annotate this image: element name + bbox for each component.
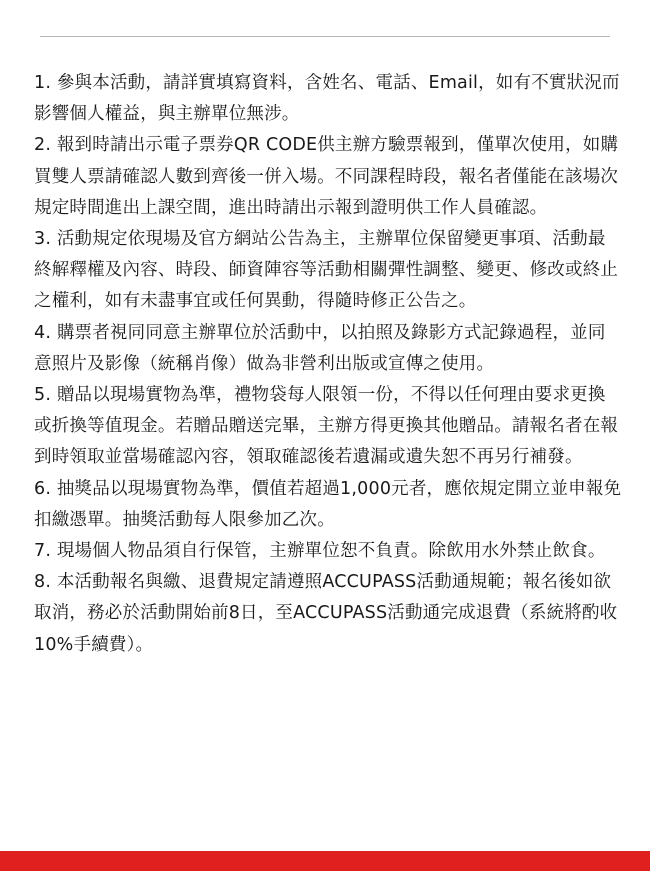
top-divider: [40, 36, 610, 37]
term-item: 6. 抽獎品以現場實物為準，價值若超過1,000元者，應依規定開立並申報免扣繳憑單。抽獎活動每人限參加乙次。: [34, 478, 622, 530]
terms-list: [34, 68, 622, 661]
term-item: 1. 參與本活動，請詳實填寫資料，含姓名、電話、Email，如有不實狀況而影響個人權益，與主辦單位無涉。: [34, 73, 620, 125]
term-item: 2. 報到時請出示電子票券QR CODE供主辦方驗票報到，僅單次使用，如購買雙人票請確認人數到齊後一併入場。不同課程時段，報名者僅能在該場次規定時間進出上課空間，進出時請出示報到證明供工作人員確認。: [34, 135, 619, 218]
term-item: 3. 活動規定依現場及官方網站公告為主，主辦單位保留變更事項、活動最終解釋權及內容、時段、師資陣容等活動相關彈性調整、變更、修改或終止之權利，如有未盡事宜或任何異動，得隨時修正公告之。: [34, 229, 619, 312]
term-item: 5. 贈品以現場實物為準，禮物袋每人限領一份，不得以任何理由要求更換或折換等值現金。若贈品贈送完畢，主辦方得更換其他贈品。請報名者在報到時領取並當場確認內容，領取確認後若遺漏或遺失恕不再另行補發。: [34, 385, 619, 468]
term-item: 8. 本活動報名與繳、退費規定請遵照ACCUPASS活動通規範；報名後如欲取消，務必於活動開始前8日，至ACCUPASS活動通完成退費（系統將酌收10%手續費）。: [34, 572, 618, 655]
term-item: 4. 購票者視同同意主辦單位於活動中，以拍照及錄影方式記錄過程，並同意照片及影像（統稱肖像）做為非營利出版或宣傳之使用。: [34, 322, 606, 374]
bottom-accent-bar: [0, 851, 650, 871]
term-item: 7. 現場個人物品須自行保管，主辦單位恕不負責。除飲用水外禁止飲食。: [34, 541, 606, 562]
